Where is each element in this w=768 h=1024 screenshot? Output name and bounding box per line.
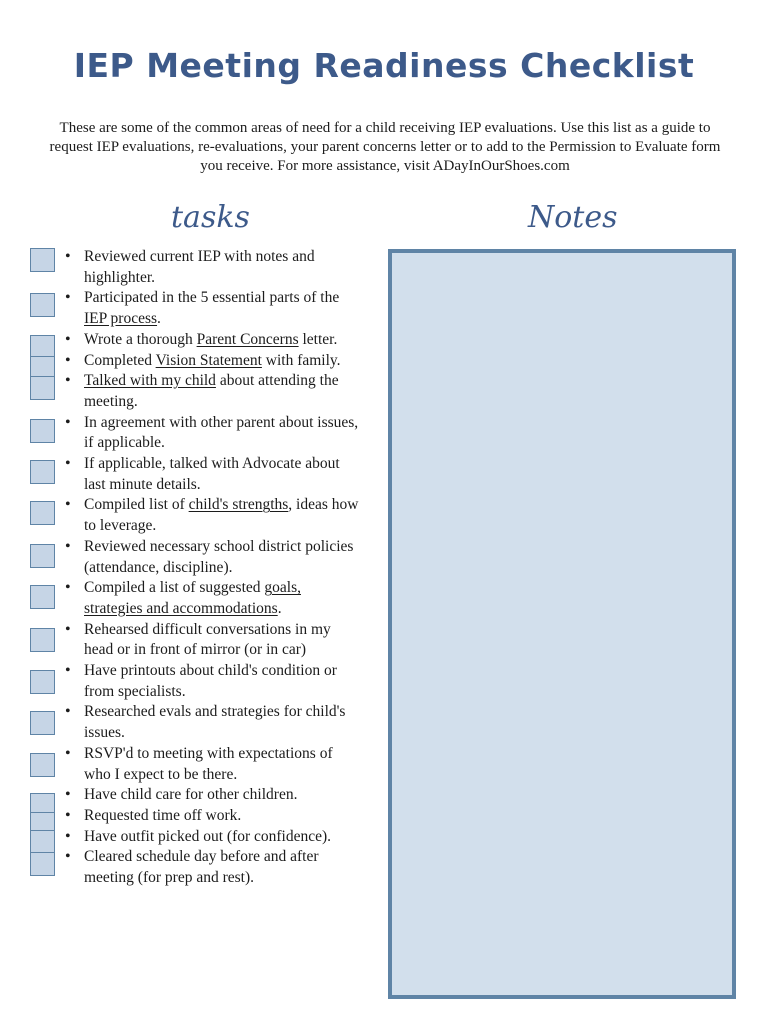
task-text: letter. xyxy=(298,330,338,348)
task-text: Compiled a list of suggested xyxy=(84,579,265,597)
task-item xyxy=(62,351,362,372)
task-text: Reviewed current IEP with notes and highlighter. xyxy=(84,248,315,286)
task-checkbox[interactable] xyxy=(30,852,55,876)
task-text: Requested time off work. xyxy=(84,806,242,824)
notes-box[interactable] xyxy=(388,249,736,999)
task-text: Researched evals and strategies for child's issues. xyxy=(84,703,346,742)
task-list xyxy=(62,247,362,889)
task-text: RSVP'd to meeting with expectations of who I expect to be there. xyxy=(84,744,333,783)
task-checkbox[interactable] xyxy=(30,670,55,694)
task-item xyxy=(62,578,362,619)
task-text: In agreement with other parent about issues, if applicable. xyxy=(84,413,359,452)
task-text: Have outfit picked out (for confidence). xyxy=(84,827,332,845)
task-item xyxy=(62,620,362,661)
task-text: Completed xyxy=(84,351,156,369)
task-link-text[interactable]: Talked with my child xyxy=(84,372,216,390)
task-item xyxy=(62,744,362,785)
task-checkbox[interactable] xyxy=(30,501,55,525)
task-text: with family. xyxy=(261,351,341,369)
task-item xyxy=(62,847,362,888)
task-text: Participated in the 5 essential parts of the xyxy=(84,289,340,307)
task-item xyxy=(62,827,362,848)
task-text: , ideas how to leverage. xyxy=(84,496,359,535)
task-link-text[interactable]: IEP process xyxy=(84,310,158,328)
task-checkbox[interactable] xyxy=(30,585,55,609)
task-item xyxy=(62,806,362,827)
task-item xyxy=(62,247,362,288)
task-item xyxy=(62,785,362,806)
task-checkbox[interactable] xyxy=(30,628,55,652)
task-text: . xyxy=(277,599,282,617)
task-link-text[interactable]: Parent Concerns xyxy=(196,330,299,348)
task-checkbox[interactable] xyxy=(30,248,55,272)
task-link-text[interactable]: goals, strategies and accommodations xyxy=(84,579,301,617)
task-text: Rehearsed difficult conversations in my head or in front of mirror (or in car) xyxy=(84,620,331,659)
task-item xyxy=(62,413,362,454)
notes-heading: Notes xyxy=(528,200,618,235)
page-title: IEP Meeting Readiness Checklist xyxy=(73,46,695,85)
task-text: Cleared schedule day before and after meeting (for prep and rest). xyxy=(84,848,319,887)
task-checkbox[interactable] xyxy=(30,830,55,854)
task-checkbox[interactable] xyxy=(30,419,55,443)
task-text: Have child care for other children. xyxy=(84,786,298,804)
task-item xyxy=(62,330,362,351)
task-checkbox[interactable] xyxy=(30,293,55,317)
task-text: Wrote a thorough xyxy=(84,330,197,348)
task-item xyxy=(62,454,362,495)
task-item xyxy=(62,537,362,578)
task-checkbox[interactable] xyxy=(30,376,55,400)
task-checkbox[interactable] xyxy=(30,544,55,568)
task-text: Compiled list of xyxy=(84,496,189,514)
task-item xyxy=(62,288,362,329)
task-checkbox[interactable] xyxy=(30,711,55,735)
task-link-text[interactable]: Vision Statement xyxy=(155,351,262,369)
task-item xyxy=(62,371,362,412)
task-text: Have printouts about child's condition or from specialists. xyxy=(84,662,337,700)
task-item xyxy=(62,661,362,702)
task-text: about attending the meeting. xyxy=(84,372,339,410)
task-text: Reviewed necessary school district policies (attendance, discipline). xyxy=(84,537,354,576)
task-item xyxy=(62,702,362,743)
task-checkbox[interactable] xyxy=(30,753,55,777)
task-text: If applicable, talked with Advocate about last minute details. xyxy=(84,455,340,493)
intro-paragraph: These are some of the common areas of need for a child receiving IEP evaluations. Use this list as a guide to request IEP evaluations, re-evaluations, your parent concerns letter or to add to the Permission to Evaluate form you receive. For more assistance, visit ADayInOurShoes.com xyxy=(49,120,721,174)
tasks-heading: tasks xyxy=(171,200,250,235)
task-link-text[interactable]: child's strengths xyxy=(188,496,289,514)
task-checkbox[interactable] xyxy=(30,460,55,484)
task-item xyxy=(62,495,362,536)
task-text: . xyxy=(157,310,161,328)
